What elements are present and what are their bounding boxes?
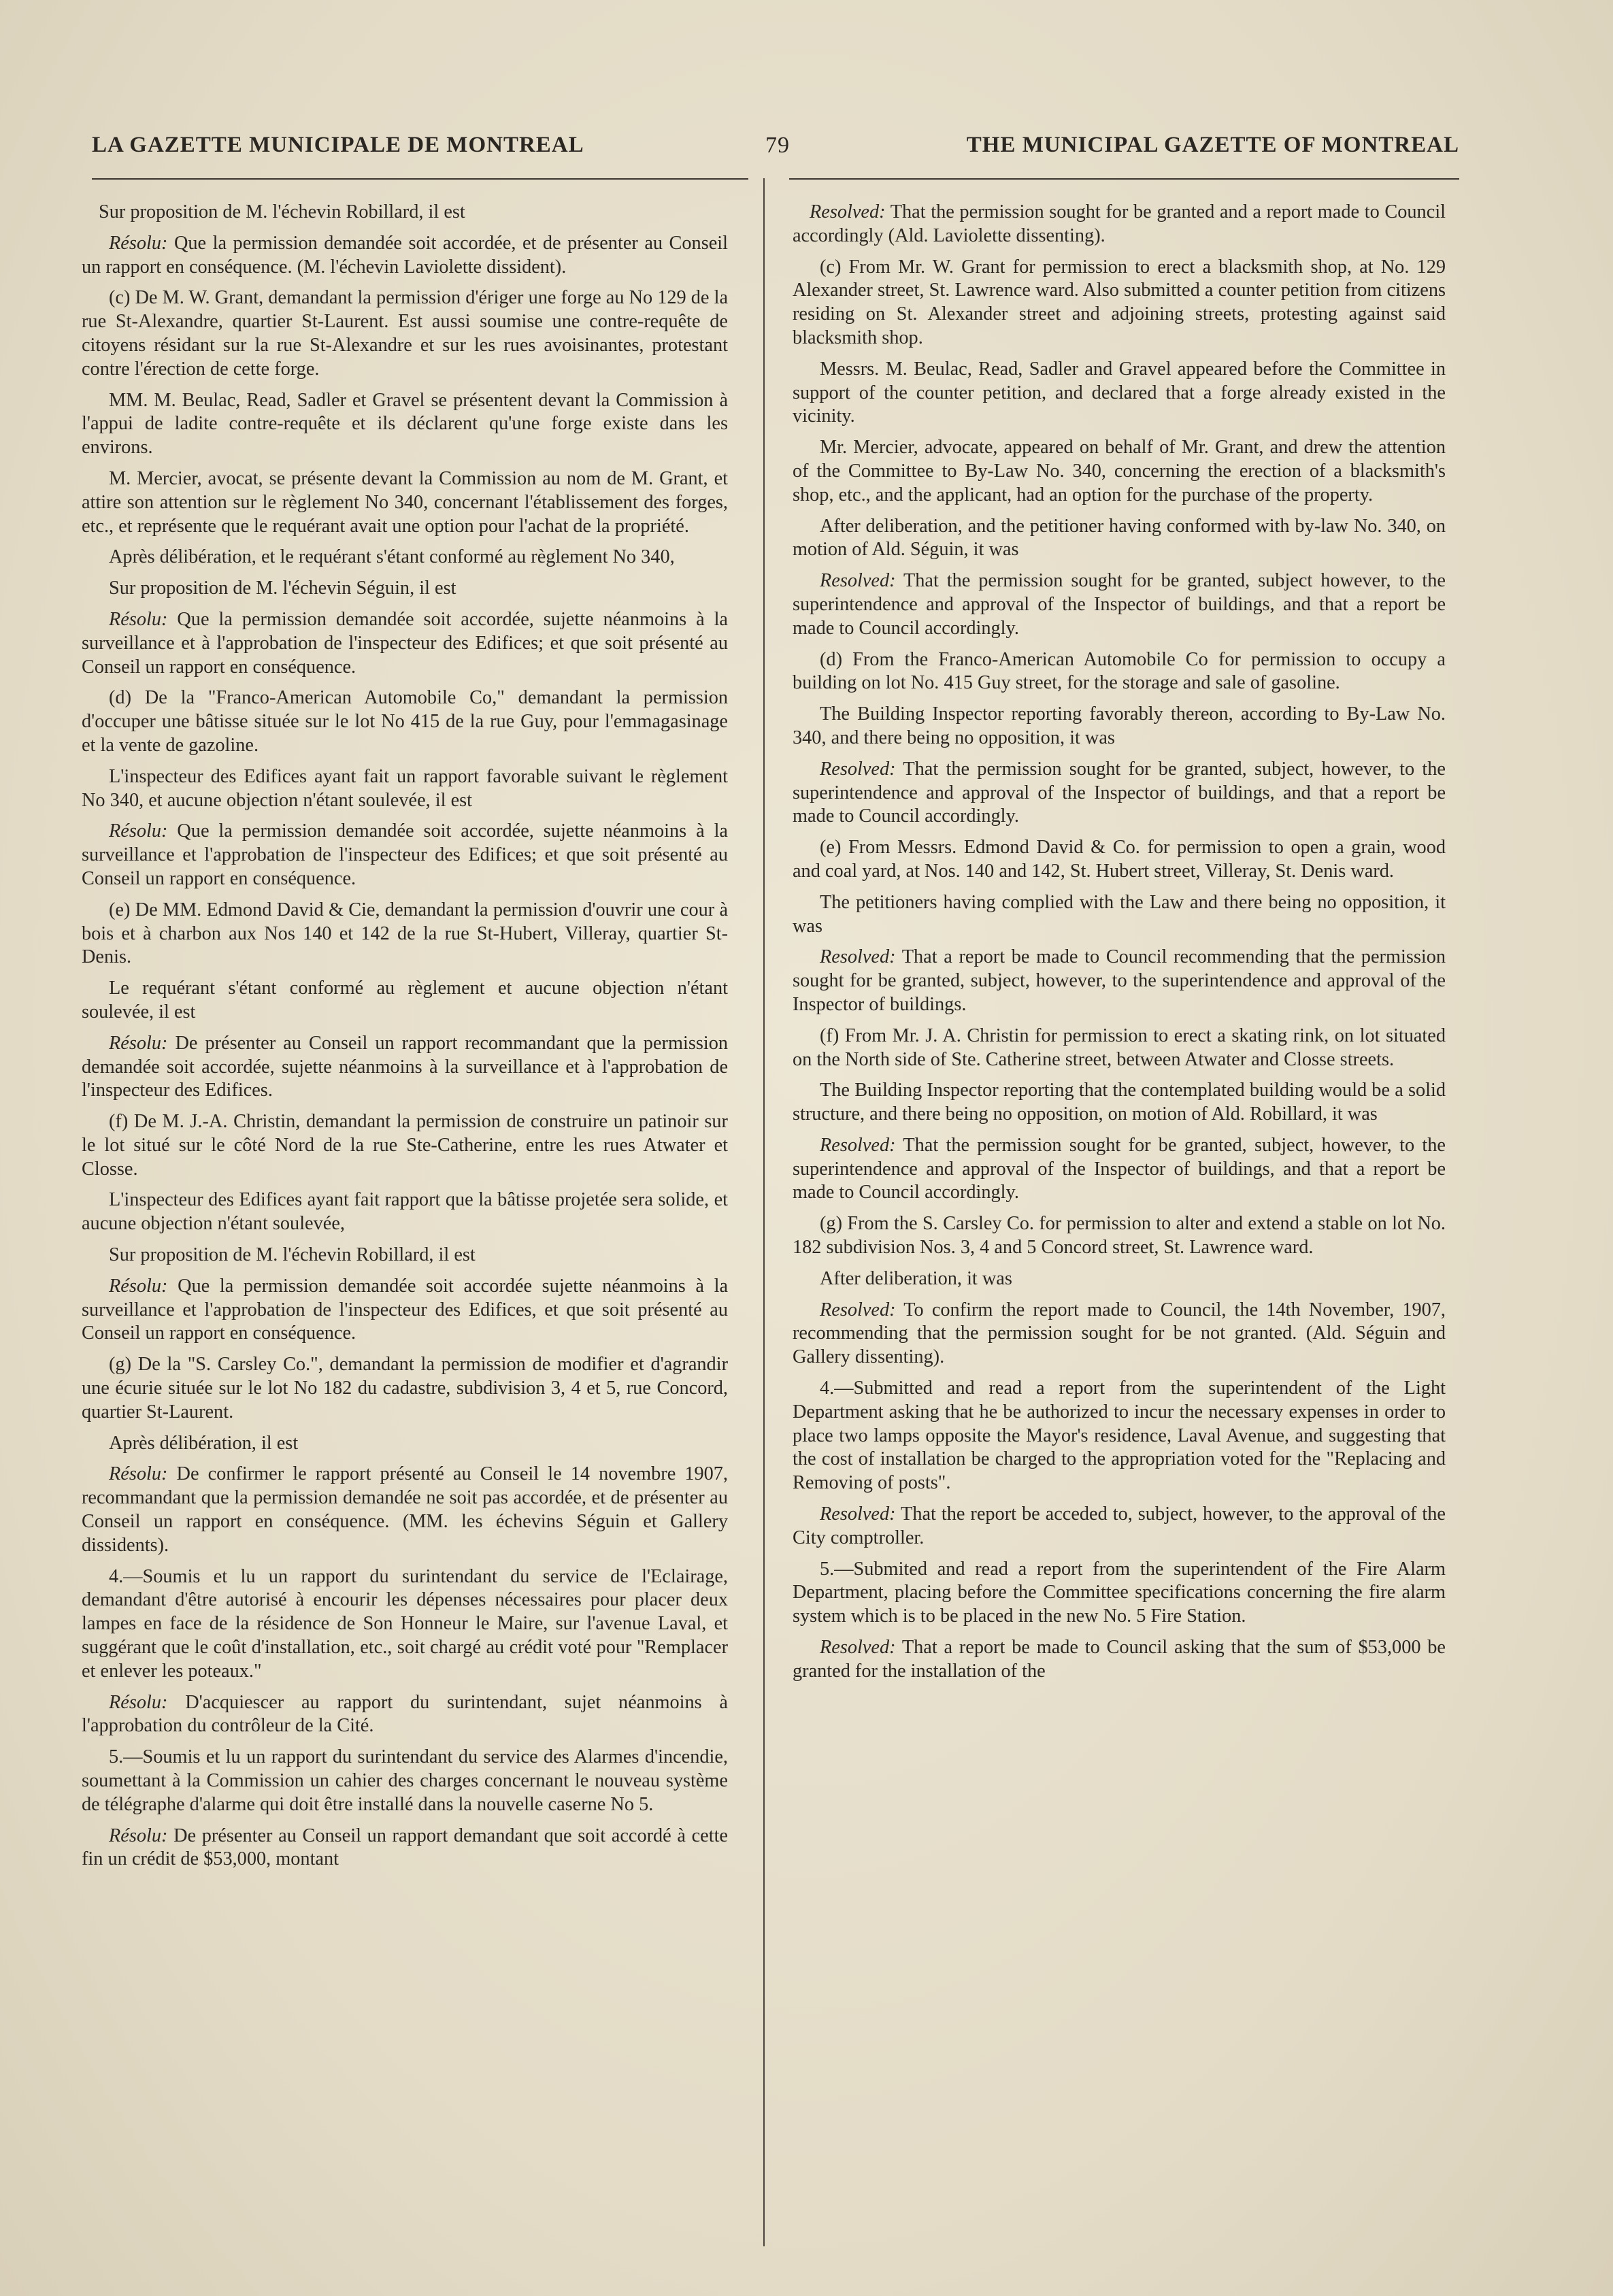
resolution-label: Resolved: [820, 1637, 896, 1659]
column-divider [763, 178, 765, 2246]
paragraph-text: M. Mercier, avocat, se présente devant la Commission au nom de M. Grant, et attire son attention sur le règlement No 340, concernant l'établissement des forges, etc., et représente que le requérant avait une option pour l'achat de la propriété. [82, 467, 728, 537]
paragraph-text: Après délibération, et le requérant s'étant conformé au règlement No 340, [109, 546, 675, 568]
resolution-label: Résolu: [109, 1032, 168, 1054]
paragraph [82, 1032, 728, 1103]
paragraph-text: 5.—Soumis et lu un rapport du surintendant du service des Alarmes d'incendie, soumettant à la Commission un cahier des charges concernant le nouveau système de télégraphe d'alarme qui doit être installé dans la nouvelle caserne No 5. [82, 1746, 728, 1815]
paragraph [82, 1463, 728, 1557]
paragraph-text: That the report be acceded to, subject, however, to the approval of the City comptroller. [793, 1503, 1446, 1548]
paragraph [793, 1299, 1446, 1369]
paragraph [82, 467, 728, 538]
resolution-label: Résolu: [109, 608, 168, 630]
paragraph [793, 1558, 1446, 1629]
paragraph-text: That a report be made to Council recommending that the permission sought for be granted, subject, however, to the superintendence and approval of the Inspector of buildings. [793, 946, 1446, 1015]
paragraph [793, 1267, 1446, 1291]
paragraph [82, 1432, 728, 1456]
paragraph-text: De présenter au Conseil un rapport recommandant que la permission demandée soit accordée, sujette néanmoins à la surveillance et à l'approbation de l'inspecteur des Edifices. [82, 1032, 728, 1101]
paragraph-text: Que la permission demandée soit accordée sujette néanmoins à la surveillance et l'approbation de l'inspecteur des Edifices, et que soit présenté au Conseil un rapport en conséquence. [82, 1275, 728, 1344]
paragraph [82, 686, 728, 757]
paragraph-text: After deliberation, it was [820, 1267, 1012, 1289]
paragraph-text: That a report be made to Council asking that the sum of $53,000 be granted for the installation of the [793, 1637, 1446, 1682]
paragraph-text: L'inspecteur des Edifices ayant fait un rapport favorable suivant le règlement No 340, et aucune objection n'étant soulevée, il est [82, 765, 728, 811]
paragraph [793, 1079, 1446, 1127]
paragraph [793, 1636, 1446, 1684]
paragraph-text: Après délibération, il est [109, 1432, 299, 1454]
paragraph [82, 820, 728, 891]
resolution-label: Résolu: [109, 1691, 168, 1713]
paragraph-text: The petitioners having complied with the Law and there being no opposition, it was [793, 891, 1446, 937]
paragraph-text: That the permission sought for be granted and a report made to Council accordingly (Ald. Laviolette dissenting). [793, 201, 1446, 246]
header-title-french: LA GAZETTE MUNICIPALE DE MONTREAL [92, 133, 584, 157]
paragraph-text: (e) De MM. Edmond David & Cie, demandant la permission d'ouvrir une cour à bois et à charbon aux Nos 140 et 142 de la rue St-Hubert, Villeray, quartier St-Denis. [82, 899, 728, 968]
paragraph [82, 1244, 728, 1267]
paragraph-text: (e) From Messrs. Edmond David & Co. for permission to open a grain, wood and coal yard, at Nos. 140 and 142, St. Hubert street, Villeray, St. Denis ward. [793, 837, 1446, 882]
paragraph [82, 1275, 728, 1346]
paragraph [793, 1134, 1446, 1205]
page-number: 79 [765, 133, 790, 158]
paragraph-text: That the permission sought for be granted, subject however, to the superintendence and approval of the Inspector of buildings, and that a report be made to Council accordingly. [793, 570, 1446, 639]
paragraph [793, 1377, 1446, 1495]
paragraph-text: The Building Inspector reporting that the contemplated building would be a solid structure, and there being no opposition, on motion of Ald. Robillard, it was [793, 1080, 1446, 1125]
page-header [92, 133, 1459, 173]
paragraph [82, 201, 728, 224]
paragraph-text: That the permission sought for be granted, subject, however, to the superintendence and approval of the Inspector of buildings, and that a report be made to Council accordingly. [793, 758, 1446, 827]
paragraph [793, 358, 1446, 429]
paragraph-text: Que la permission demandée soit accordée, sujette néanmoins à la surveillance et à l'approbation de l'inspecteur des Edifices; et que soit présenté au Conseil un rapport en conséquence. [82, 608, 728, 678]
paragraph-text: (g) De la "S. Carsley Co.", demandant la permission de modifier et d'agrandir une écurie située sur le lot No 182 du cadastre, subdivision 3, 4 et 5, rue Concord, quartier St-Laurent. [82, 1354, 728, 1422]
paragraph [82, 1110, 728, 1181]
resolution-label: Resolved: [820, 1503, 896, 1525]
paragraph [82, 608, 728, 679]
paragraph [793, 946, 1446, 1016]
paragraph [82, 765, 728, 813]
paragraph-text: De présenter au Conseil un rapport demandant que soit accordé à cette fin un crédit de $53,000, montant [82, 1825, 728, 1870]
resolution-label: Resolved: [820, 946, 896, 968]
paragraph [793, 758, 1446, 829]
resolution-label: Resolved: [820, 1299, 896, 1320]
paragraph [82, 389, 728, 460]
paragraph-text: (f) From Mr. J. A. Christin for permission to erect a skating rink, on lot situated on the North side of Ste. Catherine street, between Atwater and Closse streets. [793, 1025, 1446, 1070]
paragraph-text: Sur proposition de M. l'échevin Séguin, il est [109, 578, 456, 599]
resolution-label: Résolu: [109, 1463, 168, 1485]
paragraph-text: To confirm the report made to Council, the 14th November, 1907, recommending that the permission sought for be not granted. (Ald. Séguin and Gallery dissenting). [793, 1299, 1446, 1368]
header-rule-left [92, 178, 748, 180]
paragraph [793, 703, 1446, 750]
paragraph-text: (d) De la "Franco-American Automobile Co," demandant la permission d'occuper une bâtisse située sur le lot No 415 de la rue Guy, pour l'emmagasinage et la vente de gazoline. [82, 687, 728, 756]
resolution-label: Resolved: [820, 758, 896, 780]
paragraph-text: Le requérant s'étant conformé au règlement et aucune objection n'étant soulevée, il est [82, 978, 728, 1022]
paragraph [793, 569, 1446, 640]
paragraph [82, 977, 728, 1025]
paragraph [82, 1353, 728, 1424]
resolution-label: Résolu: [109, 232, 168, 254]
paragraph-text: Que la permission demandée soit accordée, sujette néanmoins à la surveillance et l'approbation de l'inspecteur des Edifices; et que soit présenté au Conseil un rapport en conséquence. [82, 820, 728, 889]
paragraph-text: 5.—Submited and read a report from the superintendent of the Fire Alarm Department, placing before the Committee specifications concerning the fire alarm system which is to be placed in the new No. 5 Fire Station. [793, 1558, 1446, 1627]
paragraph-text: L'inspecteur des Edifices ayant fait rapport que la bâtisse projetée sera solide, et aucune objection n'étant soulevée, [82, 1189, 728, 1235]
paragraph [82, 1691, 728, 1739]
paragraph [793, 648, 1446, 696]
paragraph-text: (g) From the S. Carsley Co. for permission to alter and extend a stable on lot No. 182 subdivision Nos. 3, 4 and 5 Concord street, St. Lawrence ward. [793, 1213, 1446, 1259]
paragraph-text: De confirmer le rapport présenté au Conseil le 14 novembre 1907, recommandant que la permission demandée ne soit pas accordée, et de présenter au Conseil un rapport en conséquence. (MM. les échevins Séguin et Gallery dissidents). [82, 1463, 728, 1556]
paragraph [793, 436, 1446, 507]
paragraph-text: (c) From Mr. W. Grant for permission to erect a blacksmith shop, at No. 129 Alexander street, St. Lawrence ward. Also submitted a counter petition from citizens residing on St. Alexander street and adjoining streets, protesting against said blacksmith shop. [793, 256, 1446, 348]
paragraph [82, 1746, 728, 1816]
paragraph-text: Messrs. M. Beulac, Read, Sadler and Gravel appeared before the Committee in support of the counter petition, and declared that a forge already existed in the vicinity. [793, 358, 1446, 427]
resolution-label: Résolu: [109, 1825, 168, 1846]
paragraph [82, 577, 728, 601]
resolution-label: Resolved: [820, 570, 896, 592]
paragraph-text: Mr. Mercier, advocate, appeared on behalf of Mr. Grant, and drew the attention of the Committee to By-Law No. 340, concerning the erection of a blacksmith's shop, etc., and the applicant, had an option for the purchase of the property. [793, 437, 1446, 505]
paragraph [793, 256, 1446, 350]
paragraph-text: After deliberation, and the petitioner having conformed with by-law No. 340, on motion of Ald. Séguin, it was [793, 515, 1446, 561]
paragraph [793, 891, 1446, 939]
paragraph [793, 201, 1446, 248]
paragraph [82, 232, 728, 280]
paragraph-text: 4.—Soumis et lu un rapport du surintendant du service de l'Eclairage, demandant d'être autorisé à encourir les dépenses nécessaires pour placer deux lampes en face de la résidence de Son Honneur le Maire, sur l'avenue Laval, et suggérant que le coût d'installation, etc., soit chargé au crédit voté pour "Remplacer et enlever les poteaux." [82, 1565, 728, 1682]
paragraph-text: The Building Inspector reporting favorably thereon, according to By-Law No. 340, and there being no opposition, it was [793, 703, 1446, 748]
paragraph-text: (c) De M. W. Grant, demandant la permission d'ériger une forge au No 129 de la rue St-Alexandre, quartier St-Laurent. Est aussi soumise une contre-requête de citoyens résidant sur la rue St-Alexandre et sur les rues avoisinantes, protestant contre l'érection de cette forge. [82, 287, 728, 380]
paragraph [793, 515, 1446, 563]
english-column [793, 201, 1446, 1691]
paragraph-text: (d) From the Franco-American Automobile Co for permission to occupy a building on lot No. 415 Guy street, for the storage and sale of gasoline. [793, 648, 1446, 694]
paragraph-text: Que la permission demandée soit accordée, et de présenter au Conseil un rapport en conséquence. (M. l'échevin Laviolette dissident). [82, 232, 728, 278]
header-rule-right [789, 178, 1459, 180]
paragraph-text: D'acquiescer au rapport du surintendant, sujet néanmoins à l'approbation du contrôleur de la Cité. [82, 1691, 728, 1737]
paragraph [793, 1025, 1446, 1072]
paragraph [82, 286, 728, 381]
paragraph-text: That the permission sought for be granted, subject, however, to the superintendence and approval of the Inspector of buildings, and that a report be made to Council accordingly. [793, 1134, 1446, 1203]
paragraph [82, 1825, 728, 1872]
paragraph [82, 1188, 728, 1236]
paragraph-text: Sur proposition de M. l'échevin Robillard, il est [109, 1244, 476, 1266]
paragraph-text: Sur proposition de M. l'échevin Robillard, il est [99, 201, 465, 222]
paragraph [793, 1503, 1446, 1550]
paragraph [82, 546, 728, 569]
paragraph-text: 4.—Submitted and read a report from the superintendent of the Light Department asking that he be authorized to incur the necessary expenses in order to place two lamps opposite the Mayor's residence, Laval Avenue, and suggesting that the cost of installation be charged to the appropriation voted for the "Replacing and Removing of posts". [793, 1378, 1446, 1494]
paragraph [793, 836, 1446, 884]
resolution-label: Resolved: [810, 201, 886, 222]
paragraph [82, 899, 728, 969]
paragraph-text: MM. M. Beulac, Read, Sadler et Gravel se présentent devant la Commission à l'appui de ladite contre-requête et ils déclarent qu'une forge existe dans les environs. [82, 389, 728, 459]
french-column [82, 201, 728, 1879]
paragraph [793, 1212, 1446, 1260]
paragraph-text: (f) De M. J.-A. Christin, demandant la permission de construire un patinoir sur le lot situé sur le côté Nord de la rue Ste-Catherine, entre les rues Atwater et Closse. [82, 1111, 728, 1180]
resolution-label: Résolu: [109, 820, 168, 842]
header-title-english: THE MUNICIPAL GAZETTE OF MONTREAL [966, 133, 1459, 157]
paragraph [82, 1565, 728, 1684]
resolution-label: Résolu: [109, 1275, 168, 1297]
resolution-label: Resolved: [820, 1134, 896, 1156]
